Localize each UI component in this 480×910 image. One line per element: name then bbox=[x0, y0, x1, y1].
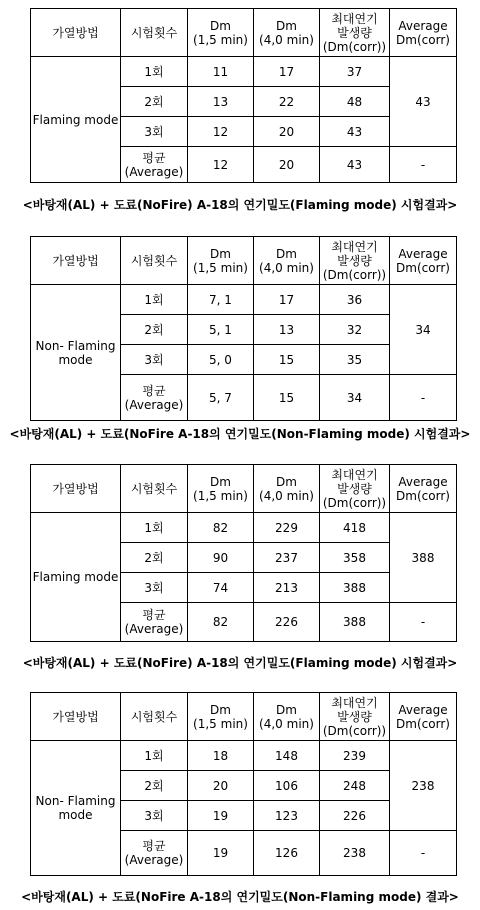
dm15-cell: 90 bbox=[188, 543, 254, 573]
dm40-cell: 17 bbox=[254, 57, 320, 87]
mode-cell: Non- Flaming mode bbox=[31, 285, 121, 421]
smoke-density-table-2 bbox=[30, 236, 456, 421]
header-method: 가열방법 bbox=[31, 237, 121, 285]
dm40-cell: 15 bbox=[254, 375, 320, 421]
header-average: Average Dm(corr) bbox=[390, 9, 457, 57]
smoke-density-table-4 bbox=[30, 692, 456, 876]
trial-cell: 2회 bbox=[121, 87, 188, 117]
overall-average-cell: 238 bbox=[390, 741, 457, 831]
dm40-cell: 22 bbox=[254, 87, 320, 117]
dm15-cell: 19 bbox=[188, 801, 254, 831]
trial-cell: 1회 bbox=[121, 57, 188, 87]
header-trials: 시험횟수 bbox=[121, 237, 188, 285]
dm40-cell: 20 bbox=[254, 147, 320, 183]
dm15-cell: 74 bbox=[188, 573, 254, 603]
header-row bbox=[31, 693, 457, 741]
dm15-cell: 20 bbox=[188, 771, 254, 801]
header-dm-1-5: Dm (1,5 min) bbox=[188, 237, 254, 285]
dm40-cell: 17 bbox=[254, 285, 320, 315]
header-trials: 시험횟수 bbox=[121, 693, 188, 741]
header-dm-1-5: Dm (1,5 min) bbox=[188, 9, 254, 57]
mode-cell: Non- Flaming mode bbox=[31, 741, 121, 876]
dm40-cell: 226 bbox=[254, 603, 320, 642]
max-cell: 43 bbox=[320, 117, 390, 147]
overall-average-cell: 34 bbox=[390, 285, 457, 375]
header-dm-4-0: Dm (4,0 min) bbox=[254, 9, 320, 57]
dm15-cell: 11 bbox=[188, 57, 254, 87]
corr-cell: - bbox=[390, 603, 457, 642]
max-cell: 37 bbox=[320, 57, 390, 87]
max-cell: 388 bbox=[320, 603, 390, 642]
max-cell: 36 bbox=[320, 285, 390, 315]
dm15-cell: 82 bbox=[188, 513, 254, 543]
table-1-caption: <바탕재(AL) + 도료(NoFire) A-18의 연기밀도(Flaming mode) 시험결과> bbox=[22, 198, 458, 212]
corr-cell: - bbox=[390, 147, 457, 183]
average-label-cell: 평균 (Average) bbox=[121, 603, 188, 642]
dm15-cell: 19 bbox=[188, 831, 254, 876]
max-cell: 418 bbox=[320, 513, 390, 543]
mode-cell: Flaming mode bbox=[31, 513, 121, 642]
table-row bbox=[31, 513, 457, 543]
smoke-density-table-1 bbox=[30, 8, 456, 183]
trial-cell: 3회 bbox=[121, 573, 188, 603]
dm40-cell: 148 bbox=[254, 741, 320, 771]
dm15-cell: 7, 1 bbox=[188, 285, 254, 315]
header-max-smoke: 최대연기 발생량 (Dm(corr)) bbox=[320, 465, 390, 513]
dm40-cell: 106 bbox=[254, 771, 320, 801]
table-row bbox=[31, 741, 457, 771]
dm40-cell: 213 bbox=[254, 573, 320, 603]
max-cell: 35 bbox=[320, 345, 390, 375]
dm15-cell: 82 bbox=[188, 603, 254, 642]
average-label-cell: 평균 (Average) bbox=[121, 147, 188, 183]
trial-cell: 2회 bbox=[121, 315, 188, 345]
overall-average-cell: 388 bbox=[390, 513, 457, 603]
trial-cell: 1회 bbox=[121, 513, 188, 543]
trial-cell: 3회 bbox=[121, 345, 188, 375]
average-label-cell: 평균 (Average) bbox=[121, 375, 188, 421]
header-dm-4-0: Dm (4,0 min) bbox=[254, 693, 320, 741]
corr-cell: - bbox=[390, 831, 457, 876]
header-trials: 시험횟수 bbox=[121, 9, 188, 57]
header-dm-4-0: Dm (4,0 min) bbox=[254, 237, 320, 285]
trial-cell: 1회 bbox=[121, 285, 188, 315]
trial-cell: 2회 bbox=[121, 543, 188, 573]
table-row bbox=[31, 285, 457, 315]
trial-cell: 2회 bbox=[121, 771, 188, 801]
dm15-cell: 12 bbox=[188, 147, 254, 183]
table-4-caption: <바탕재(AL) + 도료(NoFire A-18의 연기밀도(Non-Flaming mode) 결과> bbox=[21, 890, 459, 904]
dm40-cell: 123 bbox=[254, 801, 320, 831]
max-cell: 248 bbox=[320, 771, 390, 801]
overall-average-cell: 43 bbox=[390, 57, 457, 147]
corr-cell: - bbox=[390, 375, 457, 421]
dm40-cell: 20 bbox=[254, 117, 320, 147]
header-max-smoke: 최대연기 발생량 (Dm(corr)) bbox=[320, 693, 390, 741]
max-cell: 238 bbox=[320, 831, 390, 876]
header-method: 가열방법 bbox=[31, 9, 121, 57]
dm15-cell: 5, 1 bbox=[188, 315, 254, 345]
max-cell: 226 bbox=[320, 801, 390, 831]
max-cell: 388 bbox=[320, 573, 390, 603]
dm15-cell: 5, 7 bbox=[188, 375, 254, 421]
header-method: 가열방법 bbox=[31, 465, 121, 513]
trial-cell: 3회 bbox=[121, 801, 188, 831]
header-average: Average Dm(corr) bbox=[390, 465, 457, 513]
max-cell: 239 bbox=[320, 741, 390, 771]
header-max-smoke: 최대연기 발생량 (Dm(corr)) bbox=[320, 237, 390, 285]
dm15-cell: 5, 0 bbox=[188, 345, 254, 375]
trial-cell: 1회 bbox=[121, 741, 188, 771]
table-3-caption: <바탕재(AL) + 도료(NoFire) A-18의 연기밀도(Flaming mode) 시험결과> bbox=[22, 656, 458, 670]
average-label-cell: 평균 (Average) bbox=[121, 831, 188, 876]
dm15-cell: 13 bbox=[188, 87, 254, 117]
header-dm-1-5: Dm (1,5 min) bbox=[188, 465, 254, 513]
dm40-cell: 229 bbox=[254, 513, 320, 543]
header-row bbox=[31, 465, 457, 513]
mode-cell: Flaming mode bbox=[31, 57, 121, 183]
dm15-cell: 18 bbox=[188, 741, 254, 771]
max-cell: 43 bbox=[320, 147, 390, 183]
max-cell: 48 bbox=[320, 87, 390, 117]
max-cell: 34 bbox=[320, 375, 390, 421]
header-dm-1-5: Dm (1,5 min) bbox=[188, 693, 254, 741]
header-row bbox=[31, 9, 457, 57]
table-row bbox=[31, 57, 457, 87]
dm40-cell: 237 bbox=[254, 543, 320, 573]
dm40-cell: 13 bbox=[254, 315, 320, 345]
header-row bbox=[31, 237, 457, 285]
header-average: Average Dm(corr) bbox=[390, 237, 457, 285]
header-trials: 시험횟수 bbox=[121, 465, 188, 513]
table-2-caption: <바탕재(AL) + 도료(NoFire A-18의 연기밀도(Non-Flaming mode) 시험결과> bbox=[9, 427, 471, 441]
header-method: 가열방법 bbox=[31, 693, 121, 741]
header-average: Average Dm(corr) bbox=[390, 693, 457, 741]
max-cell: 32 bbox=[320, 315, 390, 345]
dm40-cell: 15 bbox=[254, 345, 320, 375]
dm40-cell: 126 bbox=[254, 831, 320, 876]
smoke-density-table-3 bbox=[30, 464, 456, 642]
dm15-cell: 12 bbox=[188, 117, 254, 147]
header-max-smoke: 최대연기 발생량 (Dm(corr)) bbox=[320, 9, 390, 57]
header-dm-4-0: Dm (4,0 min) bbox=[254, 465, 320, 513]
trial-cell: 3회 bbox=[121, 117, 188, 147]
max-cell: 358 bbox=[320, 543, 390, 573]
